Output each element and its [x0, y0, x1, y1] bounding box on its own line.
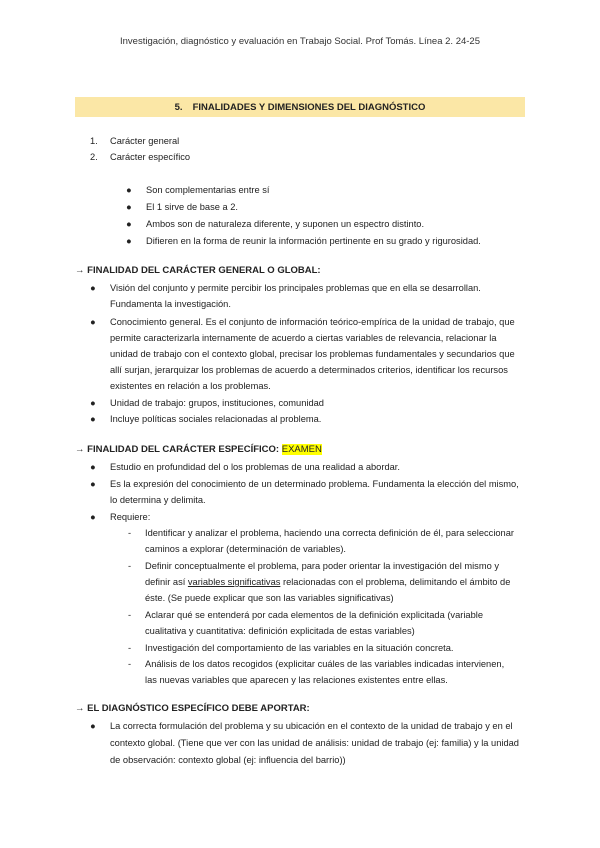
- bullet-icon: ●: [90, 317, 96, 327]
- bullet-icon: ●: [90, 414, 96, 424]
- ordered-item: 1. Carácter general: [90, 136, 180, 146]
- list-item: Difieren en la forma de reunir la información pertinente en su grado y rigurosidad.: [146, 236, 481, 246]
- exam-highlight: EXAMEN: [281, 444, 322, 455]
- dash-marker: -: [128, 659, 132, 669]
- bullet-icon: ●: [90, 398, 96, 408]
- list-item: Son complementarias entre sí: [146, 185, 270, 195]
- ordered-item: 2. Carácter específico: [90, 152, 191, 162]
- list-item: El 1 sirve de base a 2.: [146, 202, 238, 212]
- section-number: 5.: [174, 101, 183, 113]
- bullet-icon: ●: [90, 462, 96, 472]
- bullet-icon: ●: [90, 479, 96, 489]
- aportar-heading: → EL DIAGNÓSTICO ESPECÍFICO DEBE APORTAR:: [75, 703, 310, 714]
- dash-marker: -: [128, 610, 132, 620]
- dash-marker: -: [128, 528, 132, 538]
- general-heading: → FINALIDAD DEL CARÁCTER GENERAL O GLOBAL:: [75, 265, 321, 276]
- bullet-icon: ●: [126, 236, 132, 246]
- bullet-icon: ●: [90, 512, 96, 522]
- document-page: Investigación, diagnóstico y evaluación en Trabajo Social. Prof Tomás. Línea 2. 24-25 5. FINALIDADES Y DIMENSIONES DEL DIAGNÓSTICO 1. Carácter general 2. Carácter específico ● Son complementarias entre sí ● El 1 sirve de base a 2. ● Ambos son de naturaleza diferente, y suponen un espectro distinto. ● Difieren en la forma de reunir la información pertinente en su grado y rigurosidad. → FINALIDAD DEL CARÁCTER GENERAL O GLOBAL: ● Visión del conjunto y permite percibir los principales problemas que en ella se desarrollan. Fundamenta la investigación. ● Conocimiento general. Es el conjunto de información teórico-empírica de la unidad de trabajo, que permite caracterizarla internamente de acuerdo a ciertas variables de relevancia, relacionar la unidad de trabajo con el contexto global, precisar los problemas fundamentales y secundarios que allí surjan, jerarquizar los problemas de acuerdo a determinados criterios, identificar los recursos existentes en relación a los problemas. ● Unidad de trabajo: grupos, instituciones, comunidad ● Incluye políticas sociales relacionadas al problema. → FINALIDAD DEL CARÁCTER ESPECÍFICO: EXAMEN ● Estudio en profundidad del o los problemas de una realidad a abordar. ● Es la expresión del conocimiento de un determinado problema. Fundamenta la elección del mismo, lo determina y delimita. ● Requiere: - Identificar y analizar el problema, haciendo una correcta definición de él, para seleccionar caminos a explorar (determinación de variables). - Definir conceptualmente el problema, para poder orientar la investigación del mismo y definir así variables significativas relacionadas con el problema, delimitando el ámbito de éste. (Se puede explicar que son las variables significativas) - Aclarar qué se entenderá por cada elementos de la definición explicitada (variable cualitativa y cuantitativa: definición explicitada de estas variables) - Investigación del comportamiento de las variables en la situación concreta. - Análisis de los datos recogidos (explicitar cuáles de las variables indicadas intervienen, las nuevas variables que aparecen y las relaciones existentes entre ellas. → EL DIAGNÓSTICO ESPECÍFICO DEBE APORTAR: ● La correcta formulación del problema y su ubicación en el contexto de la unidad de trabajo y en el contexto global. (Tiene que ver con las unidad de análisis: unidad de trabajo (ej: familia) y la unidad de observación: contexto global (ej: influencia del barrio)): [0, 0, 600, 848]
- section-title: FINALIDADES Y DIMENSIONES DEL DIAGNÓSTICO: [192, 101, 426, 113]
- dash-marker: -: [128, 643, 132, 653]
- section-title-bar: [75, 97, 525, 117]
- page-header: Investigación, diagnóstico y evaluación en Trabajo Social. Prof Tomás. Línea 2. 24-25: [120, 36, 480, 47]
- especifico-heading: → FINALIDAD DEL CARÁCTER ESPECÍFICO: EXAMEN: [75, 444, 322, 455]
- dash-marker: -: [128, 561, 132, 571]
- bullet-icon: ●: [90, 721, 96, 731]
- bullet-icon: ●: [126, 219, 132, 229]
- bullet-icon: ●: [90, 283, 96, 293]
- bullet-icon: ●: [126, 185, 132, 195]
- underlined-term: variables significativas: [187, 577, 281, 587]
- bullet-icon: ●: [126, 202, 132, 212]
- list-item: Ambos son de naturaleza diferente, y suponen un espectro distinto.: [146, 219, 425, 229]
